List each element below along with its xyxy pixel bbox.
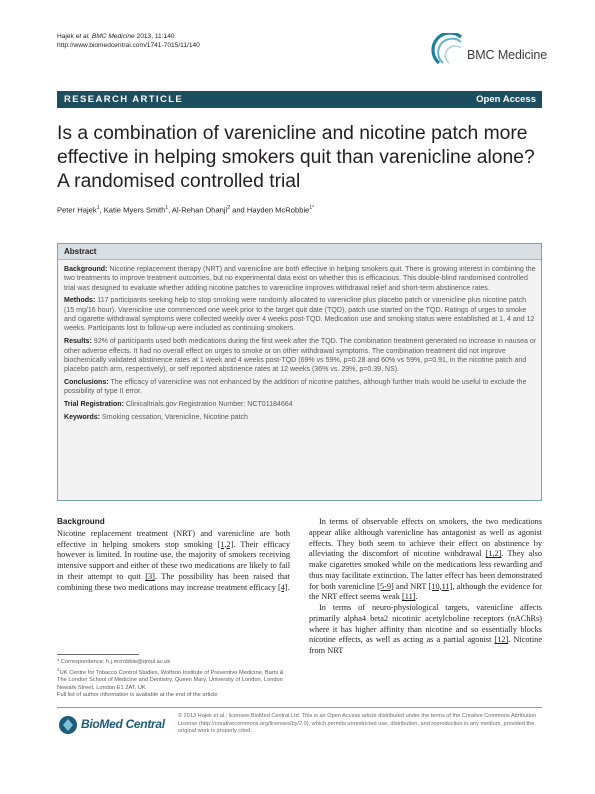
author-list: Peter Hajek$^1$, Katie Myers Smith$^1$, Al-Rehan Dhanji$^2$ and Hayden McRobbie$^{1*}$: [57, 205, 315, 215]
citation-link[interactable]: [1,2]: [485, 549, 502, 559]
footnote-divider: [57, 654, 139, 655]
abstract-trial-registration: Trial Registration: Clinicaltrials.gov Registration Number: NCT01184664: [64, 401, 293, 409]
footer-divider: [57, 707, 542, 708]
paragraph: In terms of neuro-physiological targets, varenicline affects primarily alpha4 beta2 nicotinic acetylcholine receptors (nAChRs) where it has higher affinity than nicotine and so essentially blocks nicotine effects, as well as acting as a partial agonist [12]. Nicotine from NRT: [309, 603, 542, 655]
author-info-note: Full list of author information is available at the end of the article: [57, 692, 218, 699]
abstract-results: Results: 92% of participants used both medications during the first week after the TQD. The combination treatment generated no increase in nausea or other adverse effects. It had no overall effect on urges to smoke or on other withdrawal symptoms. The combination treatment did not improve biochemically validated abstinence rates at 1 week and 4 weeks post-TQD (69% vs 59%, p=0.28 and 60% vs 59%, p=0.91, in the nicotine patch and placebo patch arm, respectively), or self reported abstinence rates at 12 weeks (36% vs. 29%, p=0.39, NS).: [64, 338, 537, 374]
citation-link[interactable]: [11]: [401, 592, 416, 602]
affiliation-note: $^1$UK Centre for Tobacco Control Studies, Wolfson Institute of Preventive Medicine, Barts & The London School of Medicine and Dentistry, Queen Mary, University of London, London Newark Street, London E1 2AT, UK: [57, 667, 284, 691]
article-title: Is a combination of varenicline and nicotine patch more effective in helping smokers quit than varenicline alone? A randomised controlled trial: [57, 123, 535, 192]
citation-link[interactable]: [10,11]: [428, 581, 453, 591]
article-url[interactable]: http://www.biomedcentral.com/1741-7015/11/140: [57, 42, 200, 49]
abstract-background: Background: Nicotine replacement therapy (NRT) and varenicline are both effective in helping smokers quit. There is growing interest in combining the two treatments to improve treatment outcomes, but no experimental data exist on whether this is efficacious. This double-blind randomised controlled trial was designed to evaluate whether adding nicotine patches to varenicline improves withdrawal relief and short-term abstinence rates.: [64, 266, 536, 292]
article-type-label: RESEARCH ARTICLE: [64, 94, 184, 105]
journal-logo-text: BMC Medicine: [467, 48, 548, 62]
publisher-logo-text: BioMed Central: [81, 717, 165, 731]
body-right-column: [309, 517, 542, 657]
author-name: Katie Myers Smith: [103, 205, 166, 215]
citation-authors: Hajek: [57, 33, 76, 40]
correspondence-note: * Correspondence: h.j.mcrobbie@qmul.ac.uk: [57, 659, 171, 665]
citation-line: [57, 32, 200, 41]
citation-link[interactable]: [3]: [145, 571, 155, 581]
author-name: Hayden McRobbie: [246, 205, 310, 215]
author-affiliation-mark: 1: [165, 205, 169, 211]
author-affiliation-mark: 1*: [309, 205, 315, 211]
abstract-conclusions: Conclusions: The efficacy of varenicline was not enhanced by the addition of nicotine patches, although further trials would be useful to exclude the possibility of type II error.: [64, 379, 527, 396]
citation-journal: et al. BMC Medicine: [75, 33, 135, 40]
abstract-heading: Abstract: [64, 247, 97, 256]
open-access-label: Open Access: [476, 94, 536, 105]
author-affiliation-mark: 1: [96, 205, 100, 211]
license-text: © 2013 Hajek et al.; licensee BioMed Central Ltd. This is an Open Access article distributed under the terms of the Creative Commons Attribution License (http://creativecommons.org/licenses/by/2.0), which permits unrestricted use, distribution, and reproduction in any medium, provided the original work is properly cited.: [178, 713, 537, 735]
author-name: Peter Hajek: [57, 205, 97, 215]
paragraph: In terms of observable effects on smokers, the two medications appear alike although varenicline has antagonist as well as agonist effects. They both seem to achieve their effect on abstinence by alleviating the discomfort of nicotine withdrawal [1,2]. They also make cigarettes smoked while on the medications less rewarding and thus may facilitate extinction. The latter effect has been demonstrated for both varenicline [5-9] and NRT [10,11], although the evidence for the NRT effect seems weak [11].: [309, 517, 542, 602]
abstract-methods: Methods: 117 participants seeking help to stop smoking were randomly allocated to varenicline plus placebo patch or varenicline plus nicotine patch (15 mg/16 hour). Varenicline use commenced one week prior to the target quit date (TQD), patch use started on the TQD. Ratings of urges to smoke and cigarette withdrawal symptoms were collected weekly over 4 weeks post-TQD. Medication use and smoking status were established at 1, 4 and 12 weeks. Participants lost to follow-up were included as continuing smokers.: [64, 297, 535, 333]
abstract-box: [57, 243, 542, 501]
citation-link[interactable]: [5-9]: [377, 581, 394, 591]
body-left-column: [57, 517, 290, 593]
author-name: Al-Rehan Dhanji: [171, 205, 228, 215]
section-heading-background: Background: [57, 517, 105, 526]
citation-volume: 2013, 11:140: [134, 33, 175, 40]
paragraph: Nicotine replacement treatment (NRT) and varenicline are both effective in helping smokers stop smoking [1,2]. Their efficacy however is limited. In routine use, the majority of smokers receiving intensive support and either of these two medications are likely to fail in their attempt to quit [3]. The possibility has been raised that combining these two medications may increase treatment efficacy [4].: [57, 528, 290, 592]
abstract-keywords: Keywords: Smoking cessation, Varenicline, Nicotine patch: [64, 414, 248, 422]
author-affiliation-mark: 2: [227, 205, 230, 211]
abstract-body: [64, 265, 537, 426]
citation-block: [57, 32, 200, 50]
abstract-header: [58, 244, 541, 260]
citation-link[interactable]: [1,2]: [217, 539, 234, 549]
article-type-banner: [57, 91, 542, 108]
citation-link[interactable]: [12]: [494, 635, 509, 645]
footnotes: [57, 659, 290, 700]
citation-link[interactable]: [4]: [278, 582, 288, 592]
